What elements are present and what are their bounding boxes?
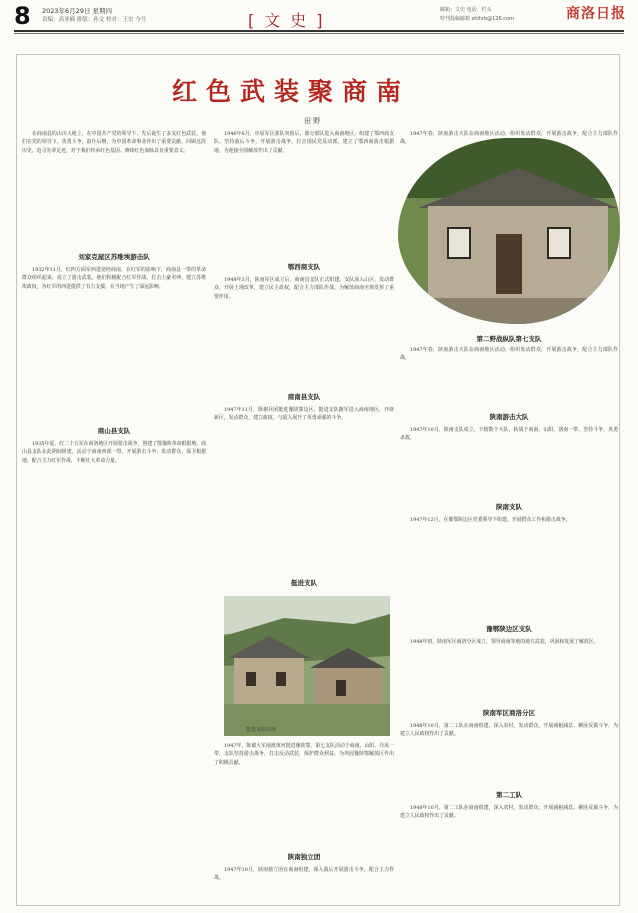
newspaper-logo: 商洛日报 (566, 6, 626, 22)
heading-section-12: 第二工队 (496, 791, 522, 799)
editor-credits: 责编：高亚楠 排版：孙文 校对：王宏 今号 (42, 17, 147, 23)
body-section-2: 1935年夏，红二十五军在商洛地区开展游击战争，创建了鄂豫陕革命根据地。商山县支队在此期间组建，活动于商南西部一带，开展游击斗争，发动群众，保卫根据地，配合主力红军作战，不断壮大革命力量。 (22, 441, 206, 464)
heading-section-4: 商南县支队 (287, 393, 321, 401)
historic-site-photo-1 (398, 138, 620, 324)
heading-section-1: 刘家克屋区苏维埃游击队 (78, 253, 150, 261)
col3-top-text: 1947年春，陕南游击大队在商南地区活动，组织发动群众，开展游击战争，配合主力部队作战。 (400, 131, 618, 146)
body-section-4: 1947年11月，陈谢兵团挺进豫陕鄂边区，挺进支队随军进入商南地区，开辟新区，发动群众，建立政权，与敌人展开了英勇顽强的斗争。 (214, 407, 394, 422)
body-section-11: 1948年10月，第二工队在商南组建，深入农村，发动群众，开展减租减息、剿匪反霸斗争，为建立人民政权作出了贡献。 (400, 723, 618, 738)
body-section-10: 1948年初，陕南军区商洛分区成立，领导商南等地的地方武装，巩固和发展了解放区。 (410, 639, 599, 645)
body-section-6: 1947年春，陕南游击大队在商南地区活动，组织发动群众，开展游击战争，配合主力部队作战。 (400, 347, 618, 362)
body-section-7: 1947年10月，陕南支队成立，下辖数个大队，转战于商南、山阳、洛南一带，坚持斗争，英勇杀敌。 (400, 427, 618, 442)
issue-date: 2023年6月29日 星期四 (42, 7, 113, 15)
body-section-9: 1947年10月，陕南独立团在商南组建，深入敌后开展游击斗争，配合主力作战。 (214, 867, 394, 882)
body-section-1: 1932年11月，红四方面军西进途经商南，在红军的影响下，商南县一带的革命群众组织起来，成立了游击武装。他们积极配合红军作战，打击土豪劣绅，建立苏维埃政权，为红军的西进提供了有力支援，在当地产生了深远影响。 (22, 267, 206, 290)
heading-section-2: 商山县支队 (97, 427, 131, 435)
section-name: 文史 (264, 11, 317, 30)
heading-section-5: 挺进支队 (291, 579, 317, 587)
old-house-image (398, 138, 620, 324)
heading-section-11: 陕南军区商洛分区 (483, 709, 535, 717)
body-section-3: 1948年3月，陕南军区成立后，商南县支队正式组建。支队深入山区，发动群众，开展土地改革，建立民主政权，配合主力部队作战，为解放商南全境发挥了重要作用。 (214, 277, 394, 300)
section-title: [文史] (248, 11, 333, 30)
header-rule-thin (14, 33, 624, 34)
village-image (224, 596, 390, 736)
heading-section-9: 陕南独立团 (287, 853, 321, 861)
heading-section-7: 陕南游击大队 (489, 413, 529, 421)
intro-text: 在商南县的山川大地上，在中国共产党的领导下，先后诞生了多支红色武装。他们在党的领导下，英勇斗争，前仆后继，为中国革命事业作出了重要贡献。回顾这段历史，追寻先辈足迹，对于我们传承红色基因、赓续红色血脉具有重要意义。 (22, 131, 206, 154)
body-section-8: 1947年12月，在豫鄂陕边区党委领导下组建，开展群众工作和游击战争。 (410, 517, 571, 523)
contact-line-2: 特刊投稿邮箱 shlhrb@126.com (440, 16, 514, 22)
heading-section-3: 鄂西商支队 (287, 263, 321, 271)
heading-section-10: 豫鄂陕边区支队 (486, 625, 532, 633)
photo-2-caption: 挺进支队旧址 (246, 727, 277, 733)
article-title: 红色武装聚商南 (172, 77, 411, 106)
page-number: 8 (14, 2, 31, 30)
body-section-12: 1948年10月，第二工队在商南组建，深入农村，发动群众，开展减租减息、剿匪反霸斗争，为建立人民政权作出了贡献。 (400, 805, 618, 820)
col2-top-text: 1946年6月，中原军区部队突围后，部分部队进入商南地区，组建了鄂西商支队，坚持敌后斗争，开展游击战争，打击国民党反动派，建立了鄂西商游击根据地，为迎接全国解放作出了贡献。 (214, 131, 394, 154)
contact-line-1: 邮箱：文史 电话：栏头 (440, 7, 492, 13)
header-rule (14, 30, 624, 32)
article-author: 田 野 (304, 117, 321, 125)
heading-section-8: 陕南支队 (496, 503, 522, 511)
historic-site-photo-2 (224, 596, 390, 736)
heading-section-6: 第二野战纵队第七支队 (476, 335, 542, 343)
body-section-5: 1947年，陈谢大军南渡黄河挺进豫陕鄂，第七支队活动于商南、山阳、丹凤一带，支队坚持游击战争，打击反动武装，保护群众利益，为巩固豫陕鄂解放区作出了积极贡献。 (214, 743, 394, 766)
